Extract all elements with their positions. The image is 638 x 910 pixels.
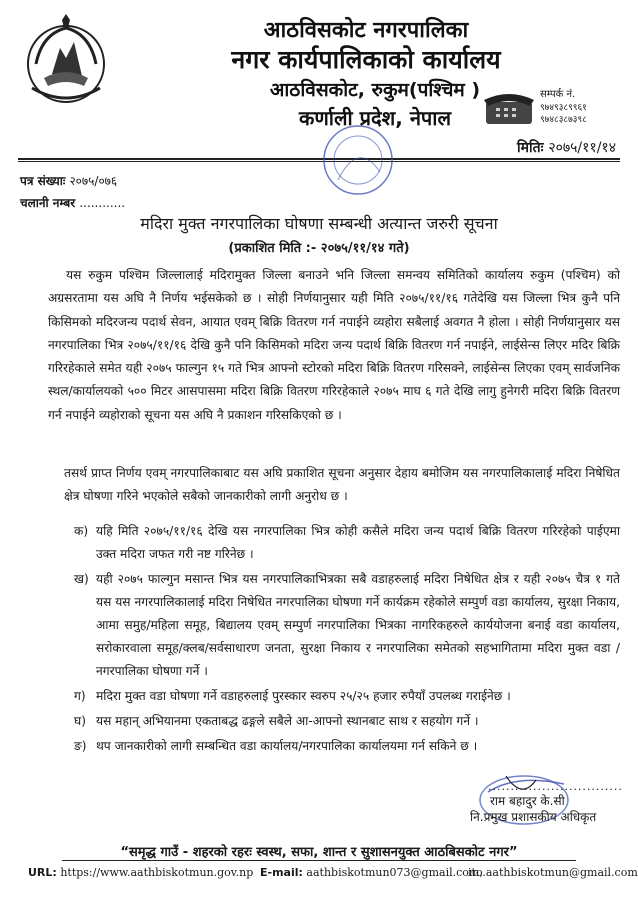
item-text: यस महान् अभियानमा एकताबद्ध ढङ्गले सबैले आ-आफ्नो स्थानबाट साथ र सहयोग गर्ने ।: [96, 714, 479, 728]
footer-email-2: [468, 866, 638, 879]
header-province: कर्णाली प्रदेश, नेपाल: [298, 106, 452, 130]
date-value: २०७५/११/१४: [548, 140, 616, 156]
patra-value: २०७५/०७६: [69, 174, 118, 188]
list-item: [74, 520, 620, 566]
nepal-emblem-icon: [22, 14, 110, 106]
email-label: E-mail:: [260, 866, 303, 879]
item-key: ङ): [74, 739, 87, 753]
office-stamp-icon: [318, 120, 398, 200]
item-key: ख): [74, 572, 89, 586]
item-text: यहि मिति २०७५/११/१६ देखि यस नगरपालिका भित्र कोही कसैले मदिरा जन्य पदार्थ बिक्रि वितरण गरिरहेको पाईएमा उक्त मदिरा जफत गरी नष्ट गरिनेछ ।: [96, 524, 620, 561]
signatory-name: राम बहादुर के.सी: [490, 794, 565, 808]
telephone-icon: [482, 88, 536, 126]
signature-dots: ..............................: [488, 780, 623, 793]
header-address: आठविसकोट, रुकुम(पश्चिम ): [269, 79, 481, 101]
item-key: घ): [74, 714, 86, 728]
letter-date: [517, 138, 616, 157]
slogan: “समृद्ध गाउँ - शहरको रहरः स्वस्थ, सफा, शान्त र सुशासनयुक्त आठबिसकोट नगर”: [120, 845, 518, 860]
contact-phone-1: ९७४९३८९९६१: [540, 103, 587, 113]
list-item: [74, 685, 620, 708]
footer-divider: [62, 860, 576, 861]
signature-block: [470, 780, 630, 830]
published-date: (प्रकाशित मिति :- २०७५/११/१४ गते): [228, 241, 410, 256]
list-item: [74, 735, 620, 758]
chalani-value: ............: [79, 196, 126, 210]
body-paragraph-1: यस रुकुम पश्चिम जिल्लालाई मदिरामुक्त जिल्ला बनाउने भनि जिल्ला समन्वय समितिको कार्यालय रुकुम (पश्चिम) को अग्रसरतामा यस अघि नै निर्णय भईसकेको छ । सोही निर्णयानुसार यही मिति २०७५/११/१६ गतेदेखि यस जिल्ला भित्र कुनै पनि किसिमको मदिरजन्य पदार्थ सेवन, आयात एवम् बिक्रि वितरण गर्न नपाईने व्यहोरा सबैलाई अवगत नै होला । सोही निर्णयानुसार यस नगरपालिका भित्र २०७५/११/१६ देखि कुनै पनि किसिमको मदिरा जन्य पदार्थ बिक्रि वितरण गर्न नपाईने, लाईसेन्स लिएर मदिर बिक्रि गरिरहेकाले समेत यही २०७५ फाल्गुन १५ गते भित्र आफ्नो स्टोरको मदिरा बिक्रि वितरण गरिसक्ने, लाईसेन्स लिएका एवम् सार्वजनिक स्थल/कार्यालयको ५०० मिटर आसपासमा मदिरा बिक्रि वितरण गरिरहेकाले २०७५ माघ ६ गते देखि लागु हुनेगरी मदिरा बिक्रि वितरण गर्न नपाईने व्यहोराको सूचना यस अघि नै प्रकाशन गरिसकिएको छ ।: [48, 268, 620, 422]
chalani-number: [20, 194, 125, 211]
contact-phone-2: ९७४८३८७३९८: [540, 115, 587, 125]
footer-url: [28, 866, 253, 879]
contact-title: सम्पर्क नं.: [540, 89, 576, 100]
item-text: थप जानकारीको लागी सम्बन्धित वडा कार्यालय/नगरपालिका कार्यालयमा गर्न सकिने छ ।: [96, 739, 478, 753]
item-text: यही २०७५ फाल्गुन मसान्त भित्र यस नगरपालिकाभित्रका सबै वडाहरुलाई मदिरा निषेधित क्षेत्र र यही २०७५ चैत्र १ गते यस यस नगरपालिकालाई मदिरा निषेधित नगरपालिका घोषणा गर्ने कार्यक्रम रहेकोले सम्पुर्ण वडा कार्यालय, सुरक्षा निकाय, आमा समुह/महिला समूह, बिद्यालय एवम् सम्पुर्ण नगरपालिका भित्रका नागरिकहरुले कार्ययोजना बनाई वडा कार्यालय, सरोकारवाला समूह/क्लब/सर्वसाधारण जनता, सुरक्षा निकाय र नगरपालिका समेतको सहभागितामा मदिरा मुक्त वडा /नगरपालिका घोषणा गर्ने ।: [96, 572, 620, 678]
email-link-1[interactable]: aathbiskotmun073@gmail.com,: [306, 866, 483, 879]
item-text: मदिरा मुक्त वडा घोषणा गर्ने वडाहरुलाई पुरस्कार स्वरुप २५/२५ हजार रुपैयाँ उपलब्ध गराईनेछ ।: [96, 689, 511, 703]
list-item: [74, 710, 620, 733]
contact-block: [482, 86, 632, 138]
notice-subject: मदिरा मुक्त नगरपालिका घोषणा सम्बन्धी अत्यान्त जरुरी सूचना: [140, 214, 498, 233]
patra-label: पत्र संख्याः: [20, 174, 66, 188]
date-label: मितिः: [517, 140, 544, 156]
header-office: नगर कार्यपालिकाको कार्यालय: [231, 45, 501, 74]
body-paragraph-2: तसर्थ प्राप्त निर्णय एवम् नगरपालिकाबाट यस अघि प्रकाशित सूचना अनुसार देहाय बमोजिम यस नगरपालिकालाई मदिरा निषेधित क्षेत्र घोषणा गरिने भएकोले सबैको जानकारीको लागी अनुरोध छ ।: [64, 466, 620, 504]
chalani-label: चलानी नम्बर: [20, 196, 76, 210]
header-municipality: आठविसकोट नगरपालिका: [263, 18, 469, 43]
directive-list: [74, 520, 620, 760]
email-link-2[interactable]: ito.aathbiskotmun@gmail.com: [468, 866, 638, 879]
item-key: क): [74, 524, 89, 538]
url-link[interactable]: https://www.aathbiskotmun.gov.np: [60, 866, 254, 879]
list-item: [74, 568, 620, 683]
url-label: URL:: [28, 866, 57, 879]
item-key: ग): [74, 689, 86, 703]
footer-email: [260, 866, 483, 879]
patra-sankhya: [20, 172, 117, 189]
signatory-designation: नि.प्रमुख प्रशासकीय अधिकृत: [470, 810, 597, 824]
